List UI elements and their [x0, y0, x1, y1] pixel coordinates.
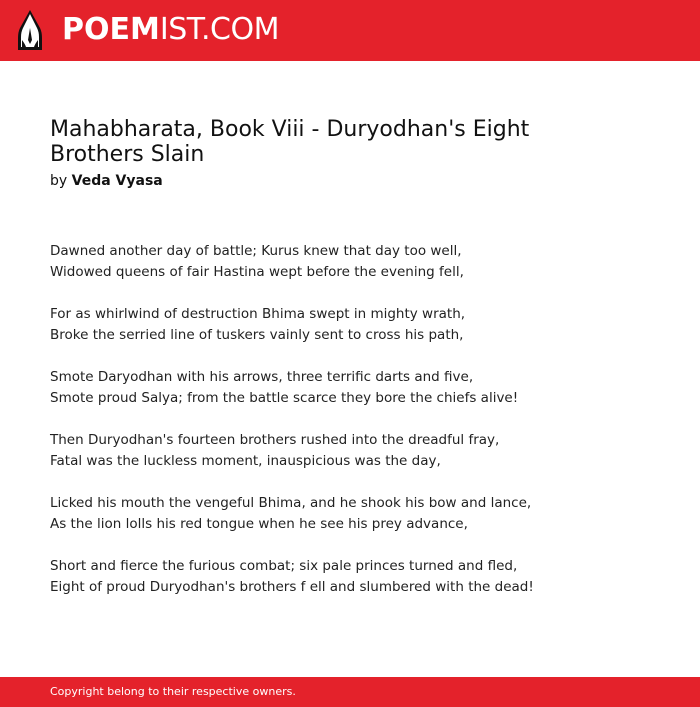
poem-line: Fatal was the luckless moment, inauspicious was the day, [50, 453, 441, 469]
stanza [50, 241, 610, 283]
stanza [50, 304, 610, 346]
poem-line: Widowed queens of fair Hastina wept before the evening fell, [50, 264, 464, 280]
poem-line: Short and fierce the furious combat; six pale princes turned and fled, [50, 558, 518, 574]
poem-content [50, 117, 610, 619]
site-logo[interactable] [62, 13, 279, 47]
poem-line: Eight of proud Duryodhan's brothers f ell and slumbered with the dead! [50, 579, 534, 595]
poem-line: Dawned another day of battle; Kurus knew that day too well, [50, 243, 462, 259]
byline [50, 171, 610, 191]
logo-text-strong: POEM [62, 12, 160, 47]
logo-text-light: IST.COM [159, 12, 279, 47]
poem-line: Licked his mouth the vengeful Bhima, and he shook his bow and lance, [50, 495, 532, 511]
stanza [50, 367, 610, 409]
poem-title: Mahabharata, Book Viii - Duryodhan's Eight Brothers Slain [50, 117, 530, 167]
copyright-text: Copyright belong to their respective owners. [50, 685, 296, 698]
stanza [50, 430, 610, 472]
by-label: by [50, 173, 68, 189]
poem-body [50, 241, 610, 598]
poem-line: For as whirlwind of destruction Bhima swept in mighty wrath, [50, 306, 466, 322]
author-name[interactable]: Veda Vyasa [71, 173, 163, 189]
poem-line: Broke the serried line of tuskers vainly sent to cross his path, [50, 327, 464, 343]
stanza [50, 493, 610, 535]
pen-nib-icon[interactable] [18, 10, 42, 50]
site-footer [0, 677, 700, 707]
site-header [0, 0, 700, 61]
poem-line: Then Duryodhan's fourteen brothers rushed into the dreadful fray, [50, 432, 500, 448]
poem-line: Smote Daryodhan with his arrows, three terrific darts and five, [50, 369, 474, 385]
stanza [50, 556, 610, 598]
poem-line: As the lion lolls his red tongue when he see his prey advance, [50, 516, 468, 532]
poem-line: Smote proud Salya; from the battle scarce they bore the chiefs alive! [50, 390, 519, 406]
